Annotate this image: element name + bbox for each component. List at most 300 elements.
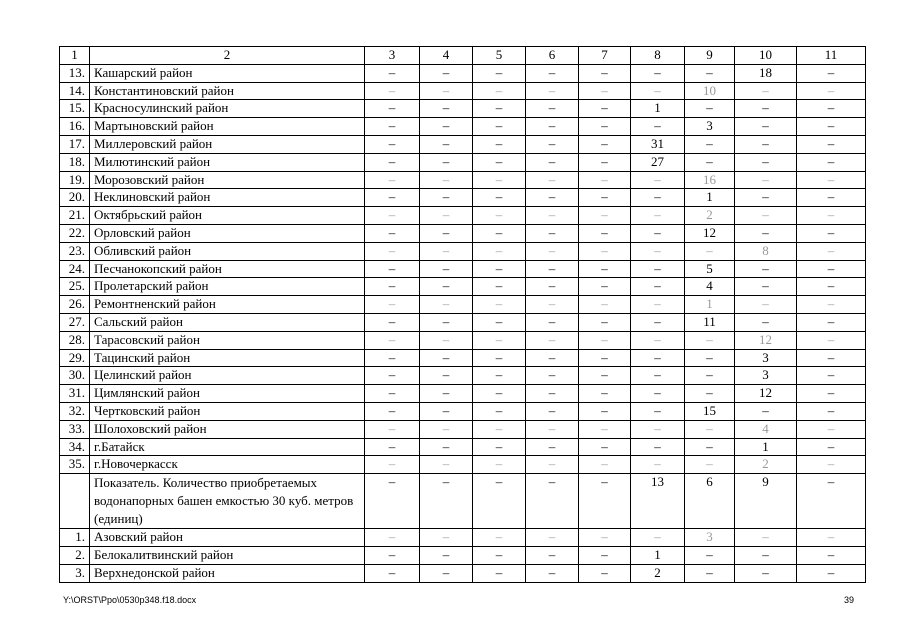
- value-cell: –: [579, 349, 631, 367]
- district-name: Милютинский район: [90, 153, 365, 171]
- indicator-value-cell: –: [420, 474, 473, 529]
- value-cell: –: [365, 456, 420, 474]
- value-cell: –: [420, 456, 473, 474]
- value-cell: –: [685, 135, 735, 153]
- value-cell: –: [526, 260, 579, 278]
- row-number: 14.: [60, 82, 90, 100]
- value-cell: –: [735, 207, 797, 225]
- value-cell: –: [631, 331, 685, 349]
- table-row: [60, 118, 866, 136]
- value-cell: –: [579, 82, 631, 100]
- value-cell: –: [473, 313, 526, 331]
- value-cell: –: [365, 546, 420, 564]
- value-cell: –: [420, 242, 473, 260]
- value-cell: –: [579, 296, 631, 314]
- district-name: Орловский район: [90, 224, 365, 242]
- value-cell: 31: [631, 135, 685, 153]
- value-cell: –: [420, 349, 473, 367]
- value-cell: –: [631, 349, 685, 367]
- value-cell: –: [420, 260, 473, 278]
- value-cell: 3: [735, 349, 797, 367]
- value-cell: –: [473, 171, 526, 189]
- value-cell: –: [473, 402, 526, 420]
- value-cell: –: [420, 420, 473, 438]
- value-cell: 1: [735, 438, 797, 456]
- value-cell: –: [579, 385, 631, 403]
- value-cell: –: [526, 367, 579, 385]
- value-cell: –: [365, 118, 420, 136]
- row-number: 31.: [60, 385, 90, 403]
- value-cell: –: [526, 153, 579, 171]
- value-cell: –: [420, 438, 473, 456]
- indicator-row: [60, 474, 866, 529]
- value-cell: –: [631, 82, 685, 100]
- value-cell: –: [797, 367, 866, 385]
- value-cell: –: [735, 278, 797, 296]
- value-cell: –: [735, 118, 797, 136]
- value-cell: –: [526, 207, 579, 225]
- value-cell: –: [365, 153, 420, 171]
- value-cell: –: [526, 546, 579, 564]
- value-cell: –: [526, 278, 579, 296]
- value-cell: –: [526, 171, 579, 189]
- value-cell: –: [420, 135, 473, 153]
- value-cell: –: [526, 189, 579, 207]
- value-cell: –: [797, 82, 866, 100]
- table-row: [60, 385, 866, 403]
- table-row: [60, 367, 866, 385]
- indicator-value-cell: –: [579, 474, 631, 529]
- district-name: Азовский район: [90, 529, 365, 547]
- value-cell: –: [579, 367, 631, 385]
- value-cell: 1: [631, 546, 685, 564]
- value-cell: –: [420, 367, 473, 385]
- value-cell: –: [420, 564, 473, 582]
- value-cell: –: [420, 529, 473, 547]
- value-cell: –: [579, 100, 631, 118]
- row-number: 17.: [60, 135, 90, 153]
- header-cell: 5: [473, 47, 526, 65]
- value-cell: –: [797, 64, 866, 82]
- district-name: Шолоховский район: [90, 420, 365, 438]
- indicator-value-cell: 13: [631, 474, 685, 529]
- header-cell: 6: [526, 47, 579, 65]
- value-cell: –: [526, 296, 579, 314]
- value-cell: –: [685, 242, 735, 260]
- header-cell: 4: [420, 47, 473, 65]
- row-number: 33.: [60, 420, 90, 438]
- value-cell: –: [365, 242, 420, 260]
- table-row: [60, 100, 866, 118]
- value-cell: –: [735, 313, 797, 331]
- value-cell: –: [735, 402, 797, 420]
- value-cell: 16: [685, 171, 735, 189]
- value-cell: –: [526, 64, 579, 82]
- value-cell: –: [420, 207, 473, 225]
- value-cell: 3: [685, 529, 735, 547]
- table-row: [60, 189, 866, 207]
- row-number: 2.: [60, 546, 90, 564]
- value-cell: –: [631, 529, 685, 547]
- value-cell: –: [579, 313, 631, 331]
- value-cell: –: [365, 385, 420, 403]
- value-cell: 1: [685, 189, 735, 207]
- value-cell: –: [526, 456, 579, 474]
- value-cell: 3: [685, 118, 735, 136]
- value-cell: –: [420, 331, 473, 349]
- value-cell: –: [365, 278, 420, 296]
- value-cell: 1: [685, 296, 735, 314]
- value-cell: –: [631, 207, 685, 225]
- value-cell: –: [797, 135, 866, 153]
- value-cell: –: [526, 100, 579, 118]
- value-cell: –: [797, 278, 866, 296]
- value-cell: –: [735, 135, 797, 153]
- row-number: 19.: [60, 171, 90, 189]
- value-cell: –: [579, 260, 631, 278]
- row-number: 1.: [60, 529, 90, 547]
- value-cell: 3: [735, 367, 797, 385]
- value-cell: –: [631, 278, 685, 296]
- value-cell: –: [735, 100, 797, 118]
- value-cell: –: [797, 331, 866, 349]
- value-cell: 12: [735, 331, 797, 349]
- value-cell: –: [365, 224, 420, 242]
- table-row: [60, 278, 866, 296]
- value-cell: –: [797, 385, 866, 403]
- value-cell: –: [579, 331, 631, 349]
- value-cell: –: [365, 82, 420, 100]
- header-row: [60, 47, 866, 65]
- value-cell: –: [365, 171, 420, 189]
- value-cell: –: [797, 529, 866, 547]
- indicator-value-cell: –: [797, 474, 866, 529]
- value-cell: 2: [685, 207, 735, 225]
- value-cell: –: [365, 313, 420, 331]
- row-number: 24.: [60, 260, 90, 278]
- table-row: [60, 529, 866, 547]
- value-cell: –: [797, 438, 866, 456]
- value-cell: –: [365, 402, 420, 420]
- table-row: [60, 313, 866, 331]
- header-cell: 8: [631, 47, 685, 65]
- value-cell: –: [473, 438, 526, 456]
- row-number: 35.: [60, 456, 90, 474]
- value-cell: –: [365, 296, 420, 314]
- value-cell: –: [526, 242, 579, 260]
- value-cell: –: [797, 564, 866, 582]
- value-cell: –: [735, 529, 797, 547]
- district-name: Песчанокопский район: [90, 260, 365, 278]
- value-cell: –: [685, 349, 735, 367]
- value-cell: –: [631, 242, 685, 260]
- value-cell: –: [526, 224, 579, 242]
- value-cell: 4: [685, 278, 735, 296]
- value-cell: –: [797, 171, 866, 189]
- value-cell: –: [579, 189, 631, 207]
- value-cell: –: [797, 349, 866, 367]
- value-cell: –: [579, 278, 631, 296]
- value-cell: –: [473, 529, 526, 547]
- value-cell: –: [473, 118, 526, 136]
- table-row: [60, 349, 866, 367]
- value-cell: –: [473, 385, 526, 403]
- indicator-value-cell: 9: [735, 474, 797, 529]
- value-cell: –: [579, 135, 631, 153]
- value-cell: –: [526, 564, 579, 582]
- value-cell: –: [797, 207, 866, 225]
- value-cell: –: [735, 296, 797, 314]
- value-cell: –: [631, 224, 685, 242]
- district-name: Кашарский район: [90, 64, 365, 82]
- value-cell: –: [579, 64, 631, 82]
- value-cell: –: [473, 207, 526, 225]
- value-cell: –: [797, 420, 866, 438]
- value-cell: –: [685, 438, 735, 456]
- indicator-value-cell: –: [526, 474, 579, 529]
- value-cell: –: [579, 438, 631, 456]
- value-cell: –: [797, 456, 866, 474]
- indicator-value-cell: 6: [685, 474, 735, 529]
- table-body: [60, 47, 866, 583]
- indicator-text: Показатель. Количество приобретаемых водонапорных башен емкостью 30 куб. метров (единиц): [90, 474, 365, 529]
- value-cell: –: [473, 456, 526, 474]
- value-cell: –: [797, 313, 866, 331]
- header-cell: 3: [365, 47, 420, 65]
- value-cell: –: [579, 153, 631, 171]
- value-cell: –: [473, 189, 526, 207]
- table-row: [60, 224, 866, 242]
- row-number: 20.: [60, 189, 90, 207]
- district-name: Пролетарский район: [90, 278, 365, 296]
- value-cell: –: [365, 189, 420, 207]
- value-cell: –: [631, 189, 685, 207]
- value-cell: –: [579, 456, 631, 474]
- value-cell: –: [365, 64, 420, 82]
- district-name: Чертковский район: [90, 402, 365, 420]
- value-cell: –: [365, 420, 420, 438]
- row-number: 16.: [60, 118, 90, 136]
- value-cell: –: [420, 153, 473, 171]
- table-row: [60, 420, 866, 438]
- value-cell: –: [797, 100, 866, 118]
- value-cell: –: [685, 564, 735, 582]
- value-cell: –: [735, 224, 797, 242]
- table-row: [60, 546, 866, 564]
- value-cell: –: [420, 189, 473, 207]
- value-cell: –: [579, 529, 631, 547]
- value-cell: 18: [735, 64, 797, 82]
- value-cell: –: [420, 118, 473, 136]
- value-cell: –: [473, 100, 526, 118]
- value-cell: –: [579, 242, 631, 260]
- value-cell: –: [526, 529, 579, 547]
- value-cell: –: [365, 207, 420, 225]
- value-cell: –: [685, 100, 735, 118]
- value-cell: –: [473, 546, 526, 564]
- row-number: 21.: [60, 207, 90, 225]
- value-cell: –: [797, 402, 866, 420]
- value-cell: –: [797, 296, 866, 314]
- value-cell: –: [685, 331, 735, 349]
- value-cell: –: [473, 296, 526, 314]
- value-cell: –: [365, 260, 420, 278]
- value-cell: –: [473, 564, 526, 582]
- value-cell: 15: [685, 402, 735, 420]
- table-row: [60, 331, 866, 349]
- value-cell: –: [685, 385, 735, 403]
- header-cell: 9: [685, 47, 735, 65]
- value-cell: –: [797, 546, 866, 564]
- row-number: 29.: [60, 349, 90, 367]
- value-cell: –: [365, 100, 420, 118]
- value-cell: –: [420, 171, 473, 189]
- value-cell: 4: [735, 420, 797, 438]
- value-cell: –: [365, 367, 420, 385]
- district-name: Константиновский район: [90, 82, 365, 100]
- value-cell: –: [473, 135, 526, 153]
- value-cell: –: [685, 153, 735, 171]
- value-cell: –: [365, 438, 420, 456]
- value-cell: –: [473, 331, 526, 349]
- value-cell: –: [579, 402, 631, 420]
- table-row: [60, 171, 866, 189]
- table-row: [60, 296, 866, 314]
- header-cell: 10: [735, 47, 797, 65]
- value-cell: 2: [735, 456, 797, 474]
- value-cell: –: [526, 82, 579, 100]
- value-cell: –: [685, 546, 735, 564]
- table-row: [60, 564, 866, 582]
- district-name: Тарасовский район: [90, 331, 365, 349]
- value-cell: 8: [735, 242, 797, 260]
- header-cell: 1: [60, 47, 90, 65]
- value-cell: –: [797, 189, 866, 207]
- value-cell: –: [631, 64, 685, 82]
- value-cell: 5: [685, 260, 735, 278]
- value-cell: –: [473, 82, 526, 100]
- value-cell: –: [365, 331, 420, 349]
- value-cell: –: [631, 420, 685, 438]
- value-cell: –: [735, 153, 797, 171]
- value-cell: –: [365, 349, 420, 367]
- table-row: [60, 153, 866, 171]
- value-cell: –: [420, 385, 473, 403]
- value-cell: –: [631, 402, 685, 420]
- value-cell: 12: [735, 385, 797, 403]
- value-cell: –: [420, 224, 473, 242]
- row-number: 34.: [60, 438, 90, 456]
- district-name: Красносулинский район: [90, 100, 365, 118]
- value-cell: 27: [631, 153, 685, 171]
- value-cell: –: [797, 242, 866, 260]
- value-cell: –: [365, 135, 420, 153]
- value-cell: –: [420, 64, 473, 82]
- value-cell: 10: [685, 82, 735, 100]
- district-name: Ремонтненский район: [90, 296, 365, 314]
- row-number: 15.: [60, 100, 90, 118]
- value-cell: –: [685, 456, 735, 474]
- value-cell: –: [685, 367, 735, 385]
- value-cell: –: [526, 420, 579, 438]
- value-cell: –: [735, 564, 797, 582]
- value-cell: –: [631, 367, 685, 385]
- value-cell: –: [797, 118, 866, 136]
- value-cell: –: [420, 82, 473, 100]
- document-table: [59, 46, 866, 583]
- value-cell: –: [631, 296, 685, 314]
- value-cell: –: [473, 242, 526, 260]
- district-name: Октябрьский район: [90, 207, 365, 225]
- value-cell: 12: [685, 224, 735, 242]
- value-cell: –: [365, 529, 420, 547]
- district-name: Миллеровский район: [90, 135, 365, 153]
- value-cell: –: [631, 313, 685, 331]
- value-cell: –: [735, 82, 797, 100]
- table-row: [60, 260, 866, 278]
- value-cell: –: [685, 420, 735, 438]
- value-cell: –: [685, 64, 735, 82]
- value-cell: –: [526, 313, 579, 331]
- value-cell: –: [473, 367, 526, 385]
- district-name: Верхнедонской район: [90, 564, 365, 582]
- header-cell: 7: [579, 47, 631, 65]
- district-name: Целинский район: [90, 367, 365, 385]
- value-cell: –: [473, 349, 526, 367]
- table-row: [60, 438, 866, 456]
- value-cell: –: [579, 118, 631, 136]
- value-cell: –: [420, 100, 473, 118]
- row-number: 13.: [60, 64, 90, 82]
- value-cell: –: [579, 564, 631, 582]
- value-cell: –: [526, 402, 579, 420]
- value-cell: –: [579, 171, 631, 189]
- value-cell: 2: [631, 564, 685, 582]
- value-cell: –: [579, 207, 631, 225]
- table-row: [60, 456, 866, 474]
- district-name: г.Новочеркасск: [90, 456, 365, 474]
- row-number: 30.: [60, 367, 90, 385]
- value-cell: –: [797, 224, 866, 242]
- district-name: Цимлянский район: [90, 385, 365, 403]
- table-row: [60, 64, 866, 82]
- value-cell: –: [631, 385, 685, 403]
- district-name: Мартыновский район: [90, 118, 365, 136]
- value-cell: –: [735, 189, 797, 207]
- row-number: 22.: [60, 224, 90, 242]
- district-name: Сальский район: [90, 313, 365, 331]
- row-number: 23.: [60, 242, 90, 260]
- table-row: [60, 82, 866, 100]
- value-cell: –: [365, 564, 420, 582]
- row-number: 3.: [60, 564, 90, 582]
- row-number: 26.: [60, 296, 90, 314]
- value-cell: –: [526, 385, 579, 403]
- value-cell: –: [420, 546, 473, 564]
- value-cell: –: [631, 438, 685, 456]
- row-number: 28.: [60, 331, 90, 349]
- value-cell: –: [631, 456, 685, 474]
- value-cell: –: [579, 546, 631, 564]
- district-name: Неклиновский район: [90, 189, 365, 207]
- table-row: [60, 135, 866, 153]
- district-name: Тацинский район: [90, 349, 365, 367]
- value-cell: –: [420, 313, 473, 331]
- value-cell: –: [526, 331, 579, 349]
- table-row: [60, 402, 866, 420]
- row-number: 25.: [60, 278, 90, 296]
- value-cell: –: [631, 118, 685, 136]
